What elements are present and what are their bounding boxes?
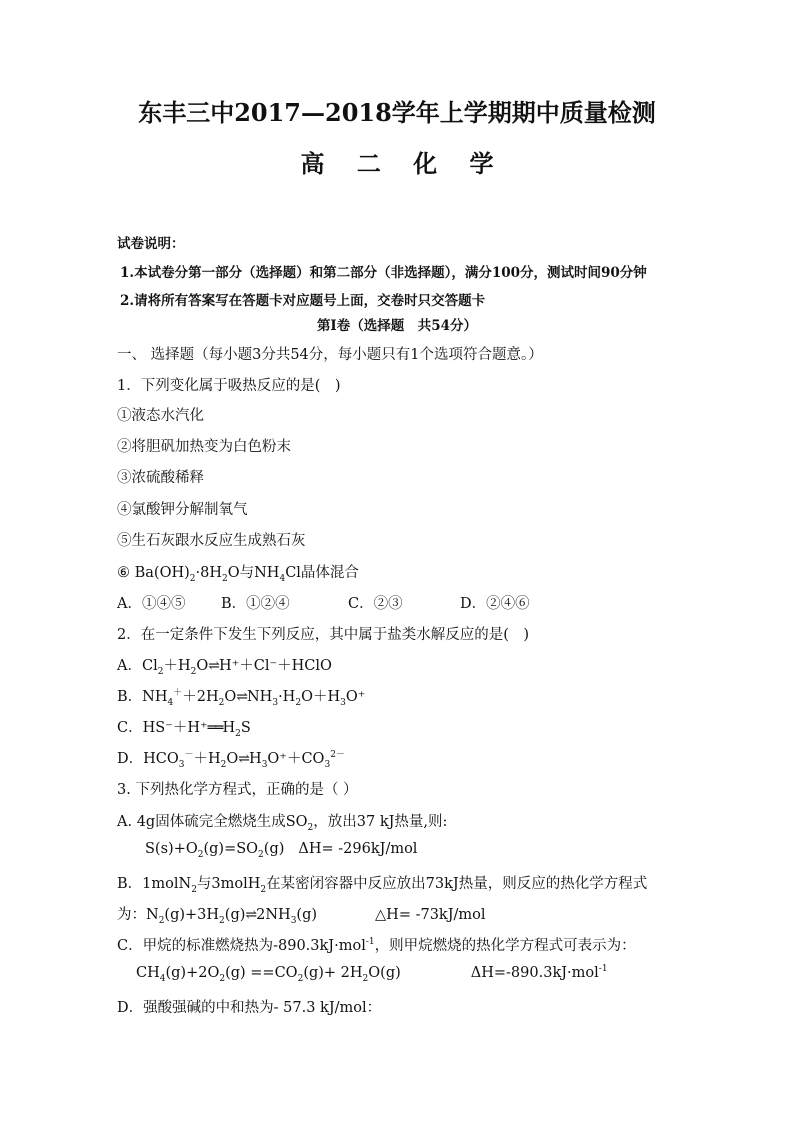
exam-subtitle: [0, 144, 794, 179]
q1-option-b: B．①②④: [221, 596, 290, 612]
q1-option-d: D．②④⑥: [460, 596, 530, 612]
q1-option-c: C．②③: [348, 596, 403, 612]
reversible-arrow-icon: ⇌: [238, 751, 250, 767]
q3-stem: 3. 下列热化学方程式，正确的是（ ）: [117, 782, 358, 798]
q3-option-c-equation: $CH_4(g)+2O_2(g) ==CO_2(g)+ 2H_2O(g)$ ΔH=-890.3kJ·mol$^{-1}$: [136, 964, 608, 984]
instructions-heading: 试卷说明：: [117, 236, 185, 252]
q1-item-4: ④氯酸钾分解制氧气: [117, 502, 248, 518]
q1-options: [117, 592, 530, 613]
q2-stem: 2．在一定条件下发生下列反应，其中属于盐类水解反应的是( ): [117, 627, 530, 643]
q1-item-2: ②将胆矾加热变为白色粉末: [117, 439, 291, 455]
subtitle-char-4: 学: [469, 149, 494, 178]
q1-item-5: ⑤生石灰跟水反应生成熟石灰: [117, 533, 306, 549]
q3-option-b-equation: 为：$N_2(g)+3H_2(g)\rightleftharpoons 2NH_3(g)$ △H= -73kJ/mol: [117, 907, 486, 926]
q1-item-3: ③浓硫酸稀释: [117, 470, 204, 486]
reversible-arrow-icon: ⇌: [208, 658, 219, 674]
q1-item-6: ⑥ $Ba(OH)_2\cdot 8H_2O$与$NH_4Cl$晶体混合: [117, 565, 359, 584]
q2-option-b: B．$NH_4^++2H_2O\rightleftharpoons NH_3\cdot H_2O+H_3O^+$: [117, 688, 366, 708]
exam-title: 东丰三中2017—2018学年上学期期中质量检测: [138, 98, 656, 127]
subtitle-char-3: 化: [413, 149, 438, 178]
instruction-item-1: 1.本试卷分第一部分（选择题）和第二部分（非选择题），满分100分，测试时间90分钟: [120, 265, 647, 281]
q1-item-1: ①液态水汽化: [117, 408, 204, 424]
q3-option-c: C．甲烷的标准燃烧热为-890.3kJ·mol$^{-1}$，则甲烷燃烧的热化学方程式可表示为：: [117, 937, 636, 954]
reversible-arrow-icon: ⇌: [236, 689, 247, 705]
reversible-arrow-icon: ⇌: [245, 907, 257, 923]
q3-option-a: A. 4g固体硫完全燃烧生成$SO_2$，放出37 kJ热量,则:: [117, 814, 448, 833]
q1-option-a: A．①④⑤: [117, 596, 186, 612]
q1-stem: 1．下列变化属于吸热反应的是( ): [117, 378, 341, 394]
equal-sign-icon: ══: [207, 720, 223, 736]
subtitle-char-2: 二: [356, 149, 381, 178]
q3-option-a-equation: $S(s)+O_2(g)=SO_2(g)$ ΔH= -296kJ/mol: [145, 841, 418, 860]
section-title: 第Ⅰ卷（选择题 共54分）: [316, 318, 478, 334]
q3-option-b: B．1molN$_2$与3molH$_2$在某密闭容器中反应放出73kJ热量，则反应的热化学方程式: [117, 876, 648, 895]
q3-option-d: D．强酸强碱的中和热为- 57.3 kJ/mol：: [117, 1000, 382, 1016]
q2-option-c: C．$HS^-+H^+══H_2S$: [117, 720, 251, 739]
subtitle-char-1: 高: [300, 149, 325, 178]
q2-option-d: D．$HCO_3^-+H_2O\rightleftharpoons H_3O^++CO_3^{2-}$: [117, 750, 345, 770]
instruction-item-2: 2.请将所有答案写在答题卡对应题号上面，交卷时只交答题卡: [120, 293, 486, 309]
q2-option-a: A．$Cl_2+H_2O\rightleftharpoons H^++Cl^-+HClO$: [117, 658, 332, 677]
section-intro: 一、 选择题（每小题3分共54分，每小题只有1个选项符合题意。）: [117, 347, 543, 363]
